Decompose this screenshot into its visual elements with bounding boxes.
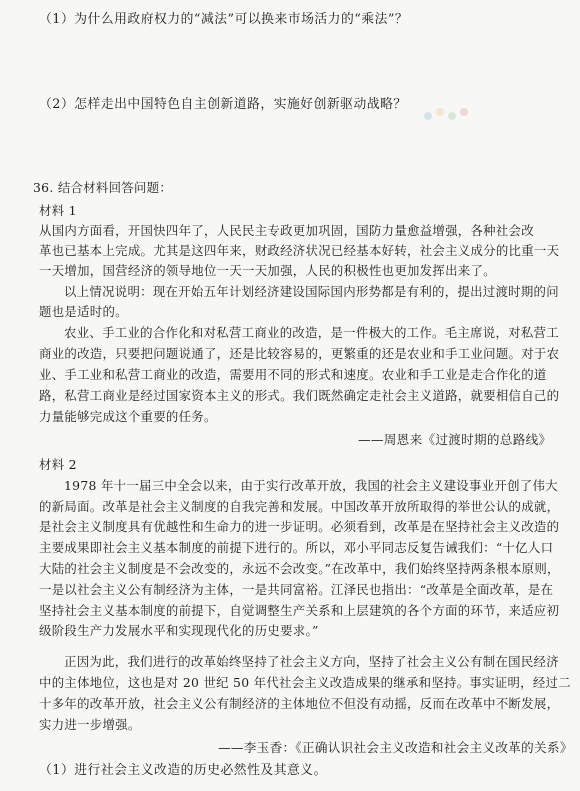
material-2-source: ——李玉香：《正确认识社会主义改造和社会主义改革的关系》 [218,740,573,755]
material-2-line: 级阶段生产力发展水平和实现现代化的历史要求。” [39,623,319,638]
material-2-line: 实力进一步增强。 [39,717,141,732]
material-2-line: 坚持社会主义基本制度的前提下，自觉调整生产关系和上层建筑的各个方面的环节，来适应初 [39,603,560,618]
material-1-line: 农业、手工业的合作化和对私营工商业的改造，是一件极大的工作。毛主席说，对私营工 [64,325,559,340]
question-2-innovation-road: （2）怎样走出中国特色自主创新道路，实施好创新驱动战略？ [39,97,407,112]
material-1-line: 以上情况说明：现在开始五年计划经济建设国际国内形势都是有利的，提出过渡时期的问 [64,284,559,299]
material-1-line: 商业的改造，只要把问题说通了，还是比较容易的，更繁重的还是农业和手工业问题。对于农 [39,346,560,361]
material-1-source: ——周恩来《过渡时期的总路线》 [358,432,552,447]
material-2-line: 是社会主义制度具有优越性和生命力的进一步证明。必须看到，改革是在坚持社会主义改造的 [39,519,560,534]
material-2-line: 主要成果即社会主义基本制度的前提下进行的。所以，邓小平同志反复告诫我们：“十亿人口 [39,540,554,555]
material-2-line: 1978 年十一届三中全会以来，由于实行改革开放，我国的社会主义建设事业开创了伟大 [64,478,558,493]
material-2-line: 正因为此，我们进行的改革始终坚持了社会主义方向，坚持了社会主义公有制在国民经济 [64,654,559,669]
material-1-line: 题也是适时的。 [39,304,128,319]
material-2-line: 十多年的改革开放，社会主义公有制经济的主体地位不但没有动摇，反而在改革中不断发展， [39,696,560,711]
watermark-logo [418,94,538,134]
material-1-line: 力量能够完成这个重要的任务。 [39,409,217,424]
question-1-market-vitality: （1）为什么用政府权力的“减法”可以换来市场活力的“乘法”？ [39,12,409,27]
material-1-label: 材料 1 [39,203,77,218]
material-1-line: 一天增加，国营经济的领导地位一天一天加强，人民的积极性也更加发挥出来了。 [39,263,496,278]
material-1-line: 业、手工业和私营工商业的改造，需要用不同的形式和速度。农业和手工业是走合作化的道 [39,367,547,382]
material-2-label: 材料 2 [39,457,77,472]
question-36-part-1: （1）进行社会主义改造的历史必然性及其意义。 [39,763,327,778]
material-1-line: 革也已基本上完成。尤其是这四年来，财政经济状况已经基本好转，社会主义成分的比重一天 [39,243,560,258]
material-2-line: 大陆的社会主义制度是不会改变的，永远不会改变。”在改革中，我们始终坚持两条根本原则， [39,561,560,576]
material-2-line: 的新局面。改革是社会主义制度的自我完善和发展。中国改革开放所取得的举世公认的成就， [39,499,560,514]
material-2-line: 中的主体地位，这也是对 20 世纪 50 年代社会主义改造成果的继承和坚持。事实证明，经过二 [39,675,571,690]
question-36-title: 36. 结合材料回答问题： [33,180,173,195]
material-1-line: 从国内方面看，开国快四年了，人民民主专政更加巩固，国防力量愈益增强，各种社会改 [39,223,534,238]
material-2-line: 一是以社会主义公有制经济为主体，一是共同富裕。江泽民也指出：“改革是全面改革，是在 [39,582,554,597]
material-1-line: 路，私营工商业是经过国家资本主义的形式。我们既然确定走社会主义道路，就要相信自己的 [39,388,560,403]
